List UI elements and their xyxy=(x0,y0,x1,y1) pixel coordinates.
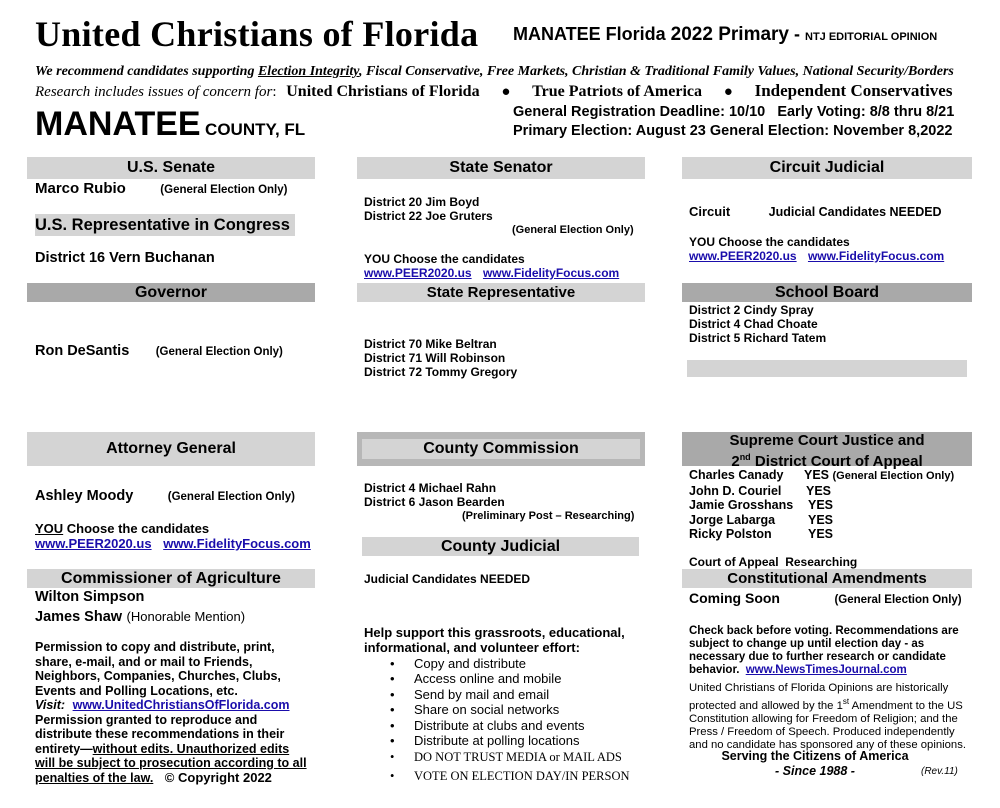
attorney-general-header: Attorney General xyxy=(27,432,315,466)
agri-name-1: Wilton Simpson xyxy=(35,589,145,605)
commission-district-4: District 4 Michael Rahn xyxy=(364,481,497,495)
agriculture-header: Commissioner of Agriculture xyxy=(27,569,315,588)
circuit-label: Circuit xyxy=(689,204,731,219)
ag-candidate xyxy=(35,487,295,505)
circuit-judicial-header: Circuit Judicial xyxy=(682,157,972,179)
agri-candidate-2 xyxy=(35,608,245,626)
research-line xyxy=(35,81,952,102)
school-district-2: District 2 Cindy Spray xyxy=(689,303,814,317)
bullet-icon: ● xyxy=(723,84,733,100)
opinions-sup: st xyxy=(842,697,850,706)
help-item: • Copy and distribute xyxy=(364,656,654,671)
peer2020-link[interactable]: www.PEER2020.us xyxy=(364,266,472,280)
visit-line xyxy=(35,698,310,713)
justices-list xyxy=(689,468,954,542)
school-district-5: District 5 Richard Tatem xyxy=(689,331,827,345)
research-org-ucf: United Christians of Florida xyxy=(286,83,480,100)
help-list xyxy=(364,656,654,786)
research-org-ic: Independent Conservatives xyxy=(754,81,953,100)
help-item: • Distribute at clubs and events xyxy=(364,718,654,733)
state-senator-header: State Senator xyxy=(357,157,645,179)
state-rep-district-70: District 70 Mike Beltran xyxy=(364,337,497,351)
amendments-status: Coming Soon xyxy=(689,590,780,606)
amendments-note: (General Election Only) xyxy=(834,594,962,606)
county-judicial-header: County Judicial xyxy=(362,537,639,556)
research-label: Research includes issues of concern for xyxy=(35,84,273,100)
help-item: • DO NOT TRUST MEDIA or MAIL ADS xyxy=(364,748,654,767)
recommend-line xyxy=(35,63,954,80)
constitutional-amendments-header: Constitutional Amendments xyxy=(682,569,972,588)
fidelityfocus-link[interactable]: www.FidelityFocus.com xyxy=(482,266,620,280)
county-commission-header: County Commission xyxy=(362,439,640,459)
newstimesjournal-link[interactable]: www.NewsTimesJournal.com xyxy=(745,664,907,676)
help-title: Help support this grassroots, educational, informational, and volunteer effort: xyxy=(364,625,625,655)
blank-gray-bar xyxy=(687,360,967,377)
justice-name: Ricky Polston xyxy=(689,527,772,541)
check-back-text xyxy=(689,625,969,677)
county-title xyxy=(35,104,305,144)
justice-vote: YES xyxy=(806,483,832,498)
senate-candidate xyxy=(35,180,287,198)
senate-name: Marco Rubio xyxy=(35,180,126,197)
school-board-header: School Board xyxy=(682,283,972,302)
ag-choose-you: YOU xyxy=(35,521,64,536)
justice-row xyxy=(689,498,954,513)
state-representative-header: State Representative xyxy=(357,283,645,302)
opinions-part-1: United Christians of Florida Opinions are historically protected and allowed by the 1 xyxy=(689,682,949,712)
since-line: - Since 1988 - xyxy=(775,764,855,778)
recommend-post: , Fiscal Conservative, Free Markets, Christian & Traditional Family Values, National Security/Borders xyxy=(358,64,954,79)
circuit-links xyxy=(689,249,944,263)
supreme-header-2: 2 xyxy=(731,453,740,470)
recommend-pre: We recommend candidates supporting xyxy=(35,64,258,79)
county-small: COUNTY, FL xyxy=(205,120,306,139)
help-item: • Access online and mobile xyxy=(364,671,654,686)
permission-granted xyxy=(35,713,310,786)
justice-row xyxy=(689,513,954,528)
edition-dash: - xyxy=(789,24,805,44)
agri-note-2: (Honorable Mention) xyxy=(126,609,246,624)
justice-name: Jamie Grosshans xyxy=(689,498,794,512)
registration-line: General Registration Deadline: 10/10 Early Voting: 8/8 thru 8/21 xyxy=(513,104,955,120)
state-senator-district-20: District 20 Jim Boyd xyxy=(364,195,480,209)
check-back-paragraph: Check back before voting. Recommendations are subject to change up until election day - as necessary due to further research or candidate behavior. xyxy=(689,625,959,676)
peer2020-link[interactable]: www.PEER2020.us xyxy=(689,249,797,263)
justice-vote: YES xyxy=(808,512,834,527)
rep-district: District 16 Vern Buchanan xyxy=(35,250,215,266)
edition-tag: NTJ EDITORIAL OPINION xyxy=(805,31,938,43)
senator-links xyxy=(364,266,619,280)
peer2020-link[interactable]: www.PEER2020.us xyxy=(35,536,152,551)
us-senate-header: U.S. Senate xyxy=(27,157,315,179)
agri-name-2: James Shaw xyxy=(35,609,123,625)
ag-links xyxy=(35,536,311,551)
fidelityfocus-link[interactable]: www.FidelityFocus.com xyxy=(807,249,945,263)
ag-note: (General Election Only) xyxy=(167,491,295,503)
fidelityfocus-link[interactable]: www.FidelityFocus.com xyxy=(163,536,311,551)
senate-note: (General Election Only) xyxy=(160,184,288,196)
help-item: • Distribute at polling locations xyxy=(364,733,654,748)
justice-name: Charles Canady xyxy=(689,468,784,482)
governor-header: Governor xyxy=(27,283,315,302)
circuit-text: Judicial Candidates NEEDED xyxy=(768,205,942,219)
commission-note: (Preliminary Post – Researching) xyxy=(462,510,635,522)
supreme-header-sup: nd xyxy=(739,452,751,462)
edition-heading xyxy=(513,23,937,48)
justice-vote: YES xyxy=(804,468,830,482)
school-board-list xyxy=(689,303,826,345)
ag-choose-rest: Choose the candidates xyxy=(63,521,210,536)
school-district-4: District 4 Chad Choate xyxy=(689,317,818,331)
org-title: United Christians of Florida xyxy=(35,14,479,54)
supreme-header-2-rest: District Court of Appeal xyxy=(750,453,923,470)
opinions-text xyxy=(689,682,971,752)
help-item: • VOTE ON ELECTION DAY/IN PERSON xyxy=(364,767,654,786)
recommend-election-integrity: Election Integrity xyxy=(257,64,359,79)
state-rep-list xyxy=(364,337,517,379)
senator-choose: YOU Choose the candidates xyxy=(364,252,525,266)
state-rep-district-71: District 71 Will Robinson xyxy=(364,351,506,365)
copyright: © Copyright 2022 xyxy=(164,769,272,785)
commission-list xyxy=(364,481,505,509)
county-big: MANATEE xyxy=(35,105,201,143)
circuit-line xyxy=(689,203,942,221)
justice-row xyxy=(689,484,954,499)
governor-candidate xyxy=(35,342,283,360)
state-senator-note: (General Election Only) xyxy=(512,224,634,236)
visit-label: Visit: xyxy=(35,698,66,712)
ag-name: Ashley Moody xyxy=(35,488,134,504)
help-item: • Send by mail and email xyxy=(364,687,654,702)
supreme-header-line-2 xyxy=(682,449,972,470)
state-rep-district-72: District 72 Tommy Gregory xyxy=(364,365,518,379)
help-item: • Share on social networks xyxy=(364,702,654,717)
edition-county: MANATEE Florida xyxy=(513,24,671,44)
amendments-line xyxy=(689,590,962,608)
governor-name: Ron DeSantis xyxy=(35,343,130,359)
state-senator-district-22: District 22 Joe Gruters xyxy=(364,209,493,223)
supreme-header-line-1: Supreme Court Justice and xyxy=(729,432,925,449)
opinions-part-2: Amendment to the US Constitution allowing for Freedom of Religion; and the Press / Freedom of Speech. Produced independently and no candidate has sponsored any of these opinions. xyxy=(689,699,966,751)
justice-note: (General Election Only) xyxy=(832,470,955,482)
revision-label: (Rev.11) xyxy=(921,766,958,777)
circuit-choose: YOU Choose the candidates xyxy=(689,235,850,249)
permission-granted-text: Permission granted to reproduce and distribute these recommendations in their entirety— xyxy=(35,712,285,756)
justice-name: Jorge Labarga xyxy=(689,512,776,527)
state-senator-list xyxy=(364,195,493,223)
edition-year: 2022 Primary xyxy=(670,24,789,45)
us-representative-header: U.S. Representative in Congress xyxy=(35,214,295,236)
governor-note: (General Election Only) xyxy=(155,346,283,358)
serving-line: Serving the Citizens of America xyxy=(721,749,909,763)
permission-paragraph: Permission to copy and distribute, print, share, e-mail, and or mail to Friends, Neighbors, Companies, Churches, Clubs, Events and Polling Locations, etc. xyxy=(35,640,281,698)
commission-district-6: District 6 Jason Bearden xyxy=(364,495,505,509)
research-colon: : xyxy=(272,84,277,100)
ucf-website-link[interactable]: www.UnitedChristiansOfFlorida.com xyxy=(72,698,290,712)
bullet-icon: ● xyxy=(501,84,511,100)
permission-text xyxy=(35,640,310,785)
help-section xyxy=(364,625,654,786)
county-judicial-text: Judicial Candidates NEEDED xyxy=(364,572,531,586)
election-dates-line: Primary Election: August 23 General Election: November 8,2022 xyxy=(513,123,953,139)
research-org-tpa: True Patriots of America xyxy=(532,83,703,100)
supreme-court-header xyxy=(682,432,972,470)
justice-row xyxy=(689,527,954,542)
justice-name: John D. Couriel xyxy=(689,483,782,498)
justice-vote: YES xyxy=(808,527,834,541)
court-of-appeal: Court of Appeal Researching xyxy=(689,555,858,569)
ag-choose xyxy=(35,521,209,536)
justice-row xyxy=(689,468,954,484)
justice-vote: YES xyxy=(808,498,834,512)
permission-warning: without edits. Unauthorized edits will be subject to prosecution according to all penalties of the law. xyxy=(35,741,307,785)
